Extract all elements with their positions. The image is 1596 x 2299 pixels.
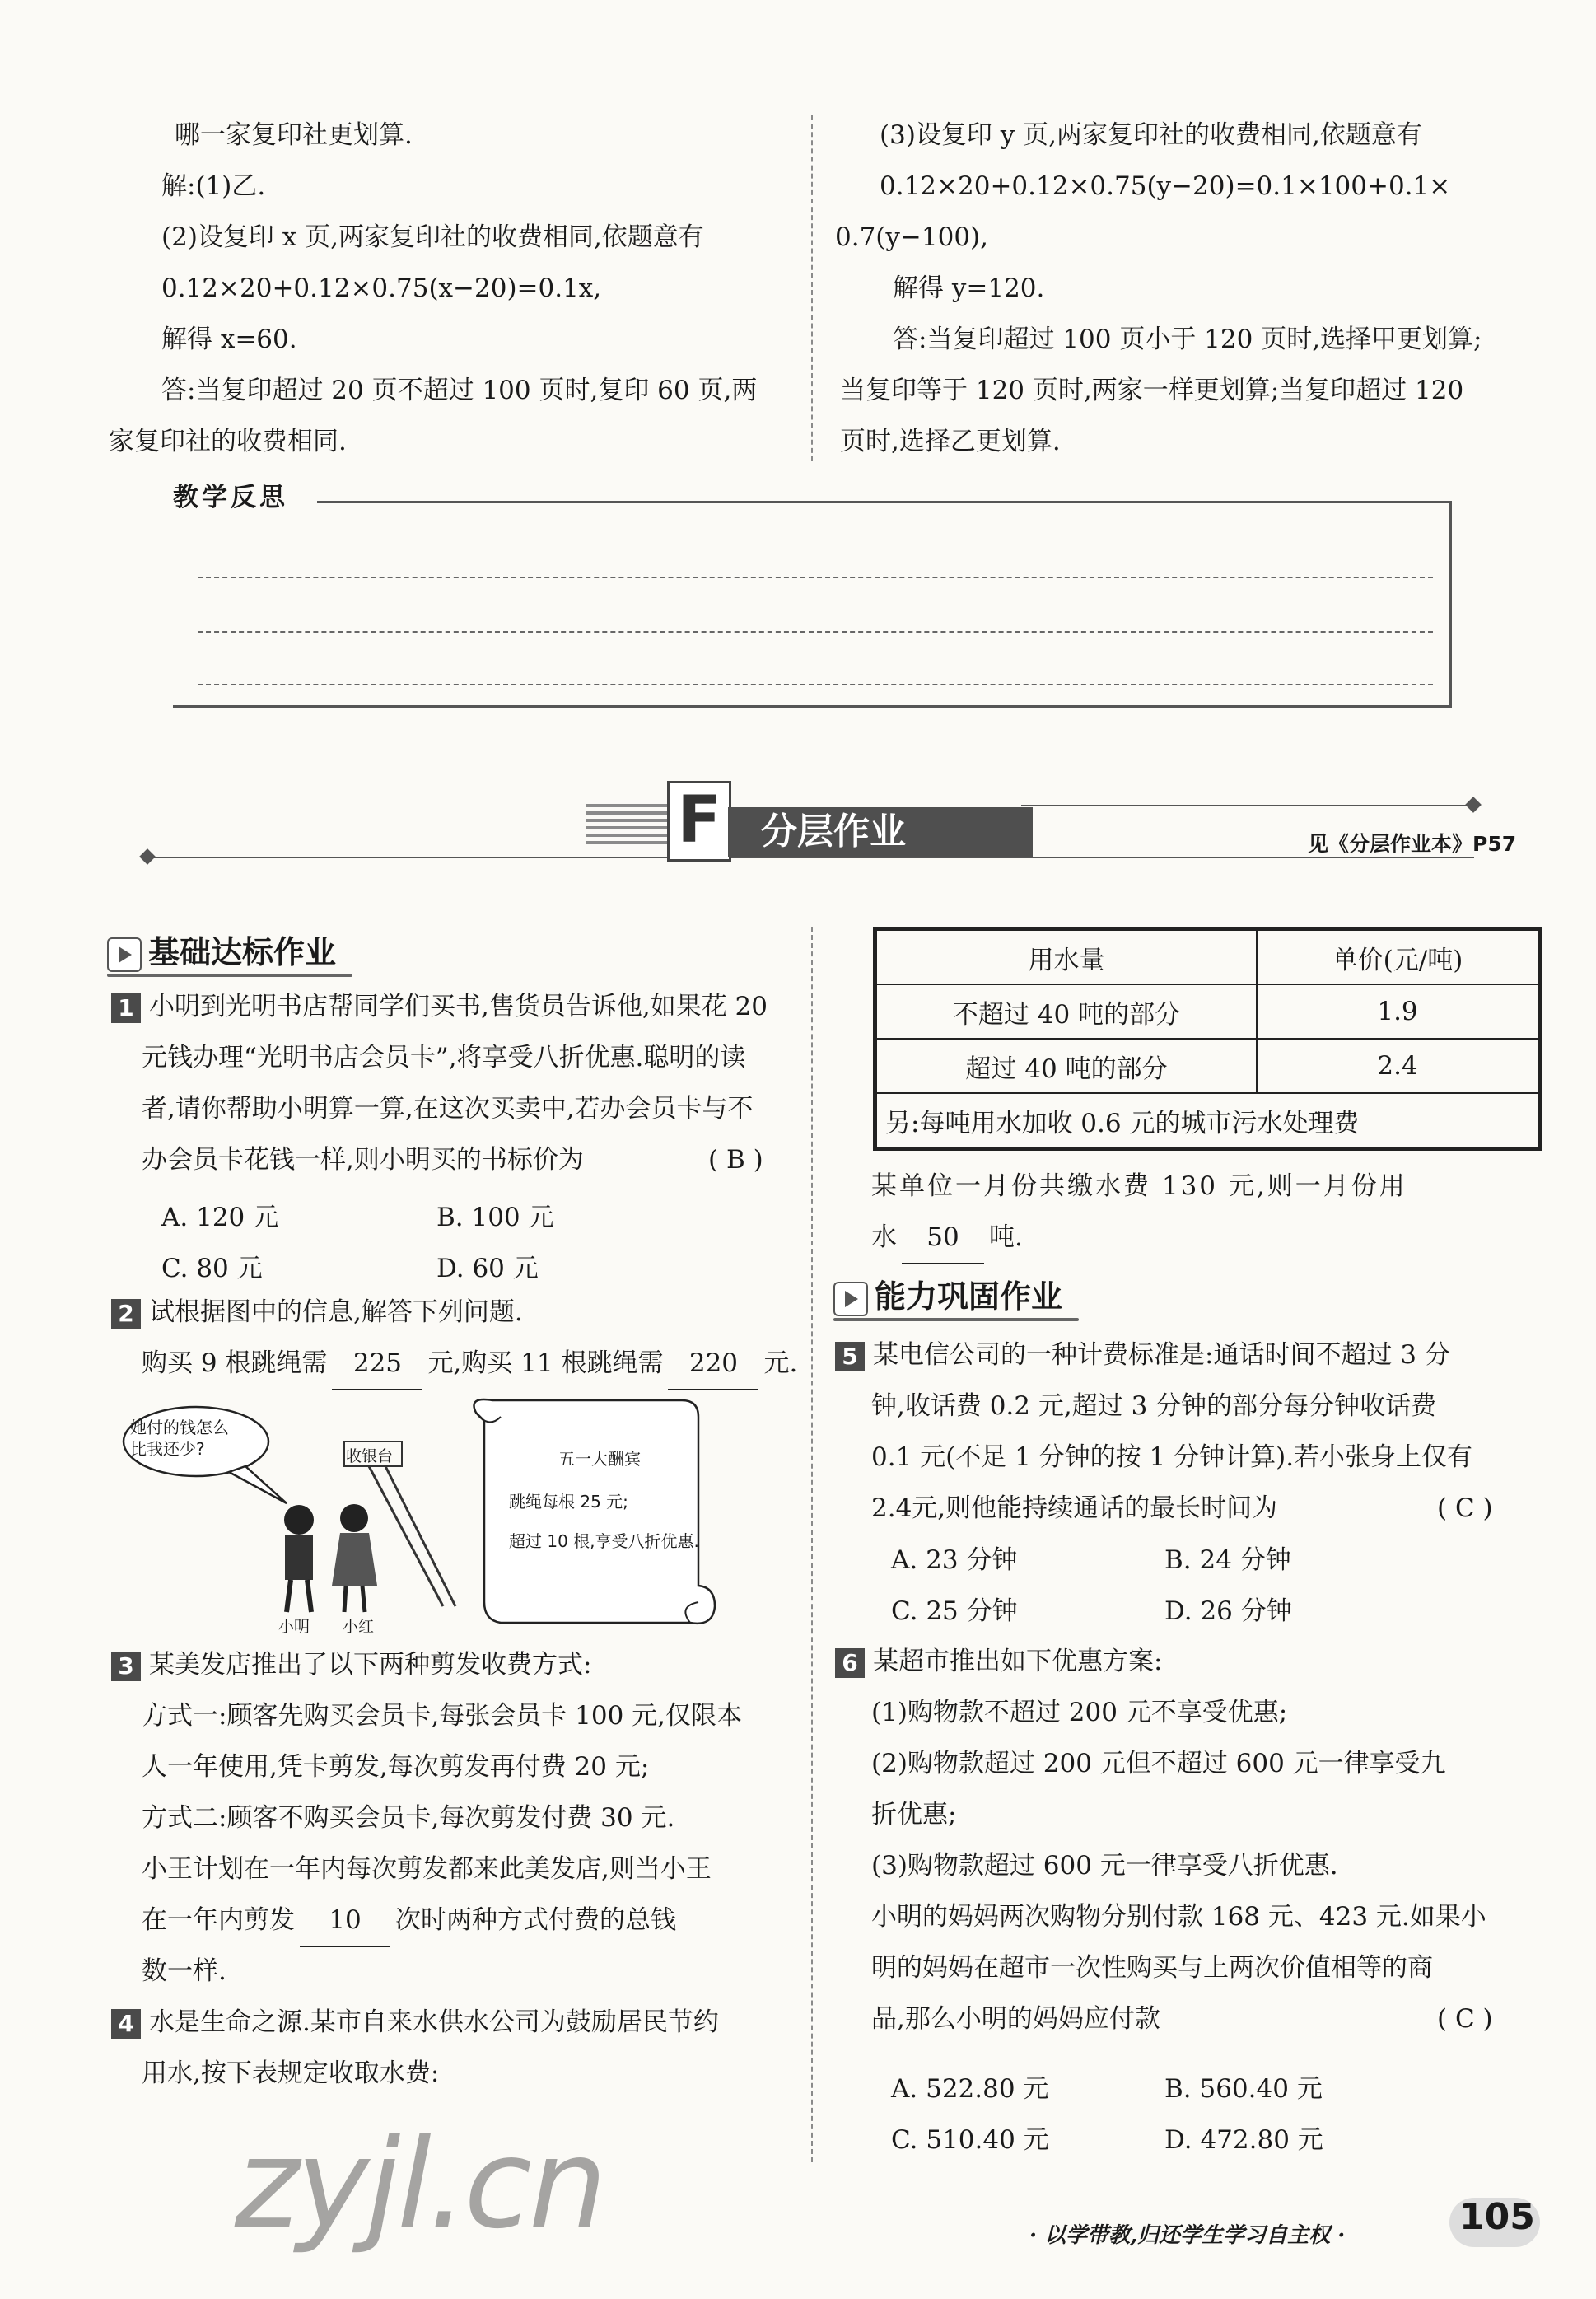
sign-discount: 超过 10 根,享受八折优惠. bbox=[509, 1531, 699, 1551]
diamond-icon bbox=[139, 848, 156, 865]
water-price-table bbox=[873, 927, 1542, 1151]
table-header: 用水量 bbox=[876, 930, 1257, 984]
page-number: 105 bbox=[1459, 2196, 1535, 2238]
table-header-row bbox=[876, 930, 1538, 984]
option-b[interactable]: B. 560.40 元 bbox=[1164, 2074, 1323, 2104]
arrow-icon bbox=[833, 1282, 868, 1316]
question-text: (2)购物款超过 200 元但不超过 600 元一律享受九 bbox=[871, 1749, 1446, 1778]
reflection-bottom-rule bbox=[173, 705, 1452, 708]
table-row bbox=[876, 984, 1538, 1039]
answer-blank[interactable]: 50 bbox=[902, 1212, 984, 1264]
girl-label: 小红 bbox=[343, 1618, 375, 1636]
table-cell: 2.4 bbox=[1257, 1039, 1538, 1093]
question-text: 在一年内剪发 10 次时两种方式付费的总钱 bbox=[142, 1895, 676, 1947]
banner-ref: 见《分层作业本》P57 bbox=[1308, 832, 1517, 856]
option-c[interactable]: C. 510.40 元 bbox=[891, 2125, 1049, 2155]
question-text: 品,那么小明的妈妈应付款 bbox=[871, 2004, 1160, 2034]
table-cell: 不超过 40 吨的部分 bbox=[876, 984, 1257, 1039]
question-text: 购买 9 根跳绳需 225 元,购买 11 根跳绳需 220 元. bbox=[142, 1338, 797, 1390]
text-line: (3)设复印 y 页,两家复印社的收费相同,依题意有 bbox=[880, 120, 1422, 150]
answer-blank[interactable]: 225 bbox=[332, 1338, 422, 1390]
section-header-ability bbox=[833, 1271, 1062, 1316]
question-text: 某美发店推出了以下两种剪发收费方式: bbox=[149, 1650, 592, 1680]
question-text: 用水,按下表规定收取水费: bbox=[142, 2058, 440, 2088]
option-d[interactable]: D. 26 分钟 bbox=[1164, 1596, 1292, 1626]
table-cell: 1.9 bbox=[1257, 984, 1538, 1039]
question-text: 某超市推出如下优惠方案: bbox=[873, 1647, 1163, 1676]
counter-label: 收银台 bbox=[346, 1447, 394, 1465]
question-text: 方式一:顾客先购买会员卡,每张会员卡 100 元,仅限本 bbox=[142, 1701, 743, 1731]
question-number: 4 bbox=[111, 2009, 141, 2039]
text-line: (2)设复印 x 页,两家复印社的收费相同,依题意有 bbox=[161, 222, 704, 252]
question-text: 钟,收话费 0.2 元,超过 3 分钟的部分每分钟收话费 bbox=[871, 1391, 1437, 1421]
footer-slogan: · 以学带教,归还学生学习自主权 · bbox=[1029, 2223, 1346, 2248]
text-line: 答:当复印超过 20 页不超过 100 页时,复印 60 页,两 bbox=[161, 376, 758, 405]
question-text: 者,请你帮助小明算一算,在这次买卖中,若办会员卡与不 bbox=[142, 1094, 754, 1124]
column-divider bbox=[811, 927, 813, 2162]
table-header: 单价(元/吨) bbox=[1257, 930, 1538, 984]
question-number: 3 bbox=[111, 1652, 141, 1681]
question-3 bbox=[111, 1639, 591, 1690]
question-text: 元钱办理“光明书店会员卡”,将享受八折优惠.聪明的读 bbox=[142, 1043, 746, 1072]
question-text: 人一年使用,凭卡剪发,每次剪发再付费 20 元; bbox=[142, 1752, 650, 1782]
text-line: 哪一家复印社更划算. bbox=[175, 120, 413, 150]
question-4 bbox=[111, 1997, 719, 2048]
section-header-basic bbox=[107, 927, 336, 972]
option-a[interactable]: A. 23 分钟 bbox=[891, 1545, 1018, 1575]
question-text: 数一样. bbox=[142, 1956, 226, 1986]
question-text: 小明的妈妈两次购物分别付款 168 元、423 元.如果小 bbox=[871, 1902, 1486, 1932]
option-a[interactable]: A. 522.80 元 bbox=[891, 2074, 1049, 2104]
column-divider bbox=[811, 115, 813, 461]
option-a[interactable]: A. 120 元 bbox=[161, 1203, 279, 1232]
sign-price: 跳绳每根 25 元; bbox=[509, 1492, 628, 1512]
writing-line[interactable] bbox=[198, 577, 1433, 578]
question-text: 试根据图中的信息,解答下列问题. bbox=[149, 1297, 523, 1327]
banner-letter: F bbox=[667, 781, 731, 862]
answer-choice: ( C ) bbox=[1437, 1493, 1493, 1523]
reflection-box bbox=[173, 476, 1454, 707]
question-text: 明的妈妈在超市一次性购买与上两次价值相等的商 bbox=[871, 1953, 1433, 1983]
answer-blank[interactable]: 10 bbox=[300, 1895, 390, 1947]
text-line: 当复印等于 120 页时,两家一样更划算;当复印超过 120 bbox=[840, 376, 1464, 405]
text-line: 解得 x=60. bbox=[161, 325, 297, 354]
text-line: 家复印社的收费相同. bbox=[109, 427, 347, 456]
text-line: 页时,选择乙更划算. bbox=[840, 427, 1061, 456]
question-text: 小明到光明书店帮同学们买书,售货员告诉他,如果花 20 bbox=[149, 992, 768, 1021]
question-2 bbox=[111, 1287, 523, 1338]
arrow-icon bbox=[107, 937, 142, 972]
text-line: 解得 y=120. bbox=[893, 273, 1045, 303]
formula-line: 0.7(y−100), bbox=[835, 222, 988, 252]
question-number: 1 bbox=[111, 993, 141, 1023]
table-cell: 超过 40 吨的部分 bbox=[876, 1039, 1257, 1093]
option-d[interactable]: D. 60 元 bbox=[436, 1254, 539, 1283]
watermark-logo: zyjl.cn bbox=[235, 2113, 604, 2256]
option-b[interactable]: B. 24 分钟 bbox=[1164, 1545, 1291, 1575]
question-text: 0.1 元(不足 1 分钟的按 1 分钟计算).若小张身上仅有 bbox=[871, 1442, 1473, 1472]
table-note: 另:每吨用水加收 0.6 元的城市污水处理费 bbox=[876, 1093, 1538, 1147]
question-text: 水是生命之源.某市自来水供水公司为鼓励居民节约 bbox=[149, 2007, 719, 2037]
answer-choice: ( C ) bbox=[1437, 2004, 1493, 2034]
speech-bubble: 她付的钱怎么 比我还少? bbox=[130, 1418, 229, 1459]
answer-choice: ( B ) bbox=[708, 1145, 763, 1175]
formula-line: 0.12×20+0.12×0.75(y−20)=0.1×100+0.1× bbox=[880, 171, 1451, 201]
reflection-title: 教学反思 bbox=[173, 483, 288, 512]
option-c[interactable]: C. 25 分钟 bbox=[891, 1596, 1018, 1626]
writing-line[interactable] bbox=[198, 684, 1433, 685]
writing-line[interactable] bbox=[198, 631, 1433, 633]
section-underline bbox=[833, 1318, 1079, 1321]
boy-label: 小明 bbox=[278, 1618, 310, 1636]
question-text: 某单位一月份共缴水费 130 元,则一月份用 bbox=[871, 1171, 1407, 1201]
option-c[interactable]: C. 80 元 bbox=[161, 1254, 263, 1283]
question-text: 2.4元,则他能持续通话的最长时间为 bbox=[871, 1493, 1278, 1523]
section-title: 基础达标作业 bbox=[148, 934, 337, 970]
question-5 bbox=[835, 1329, 1450, 1381]
question-text: 办会员卡花钱一样,则小明买的书标价为 bbox=[142, 1145, 584, 1175]
question-number: 2 bbox=[111, 1299, 141, 1329]
question-text: (1)购物款不超过 200 元不享受优惠; bbox=[871, 1698, 1288, 1727]
banner-stripes bbox=[586, 803, 669, 844]
question-text: (3)购物款超过 600 元一律享受八折优惠. bbox=[871, 1851, 1338, 1881]
option-b[interactable]: B. 100 元 bbox=[436, 1203, 554, 1232]
question-text: 折优惠; bbox=[871, 1800, 957, 1829]
section-title: 能力巩固作业 bbox=[875, 1278, 1063, 1315]
question-text: 水 50 吨. bbox=[871, 1212, 1023, 1264]
banner-title: 分层作业 bbox=[728, 807, 1033, 857]
reflection-right-rule bbox=[1449, 501, 1452, 707]
section-underline bbox=[107, 974, 352, 977]
option-d[interactable]: D. 472.80 元 bbox=[1164, 2125, 1323, 2155]
banner-rule bbox=[148, 857, 1474, 858]
question-6 bbox=[835, 1636, 1162, 1687]
question-1 bbox=[111, 981, 768, 1032]
sign-title: 五一大酬宾 bbox=[558, 1449, 641, 1469]
question-number: 6 bbox=[835, 1648, 865, 1678]
formula-line: 0.12×20+0.12×0.75(x−20)=0.1x, bbox=[161, 273, 602, 303]
table-row bbox=[876, 1039, 1538, 1093]
table-row bbox=[876, 1093, 1538, 1147]
question-number: 5 bbox=[835, 1342, 865, 1371]
question-text: 方式二:顾客不购买会员卡,每次剪发付费 30 元. bbox=[142, 1803, 675, 1833]
reflection-top-rule bbox=[317, 501, 1449, 503]
answer-blank[interactable]: 220 bbox=[668, 1338, 758, 1390]
text-line: 答:当复印超过 100 页小于 120 页时,选择甲更划算; bbox=[893, 325, 1482, 354]
text-line: 解:(1)乙. bbox=[161, 171, 266, 201]
question-text: 小王计划在一年内每次剪发都来此美发店,则当小王 bbox=[142, 1854, 712, 1884]
question-text: 某电信公司的一种计费标准是:通话时间不超过 3 分 bbox=[873, 1340, 1450, 1370]
banner-rule-right bbox=[1021, 805, 1470, 806]
shop-illustration bbox=[122, 1396, 772, 1635]
